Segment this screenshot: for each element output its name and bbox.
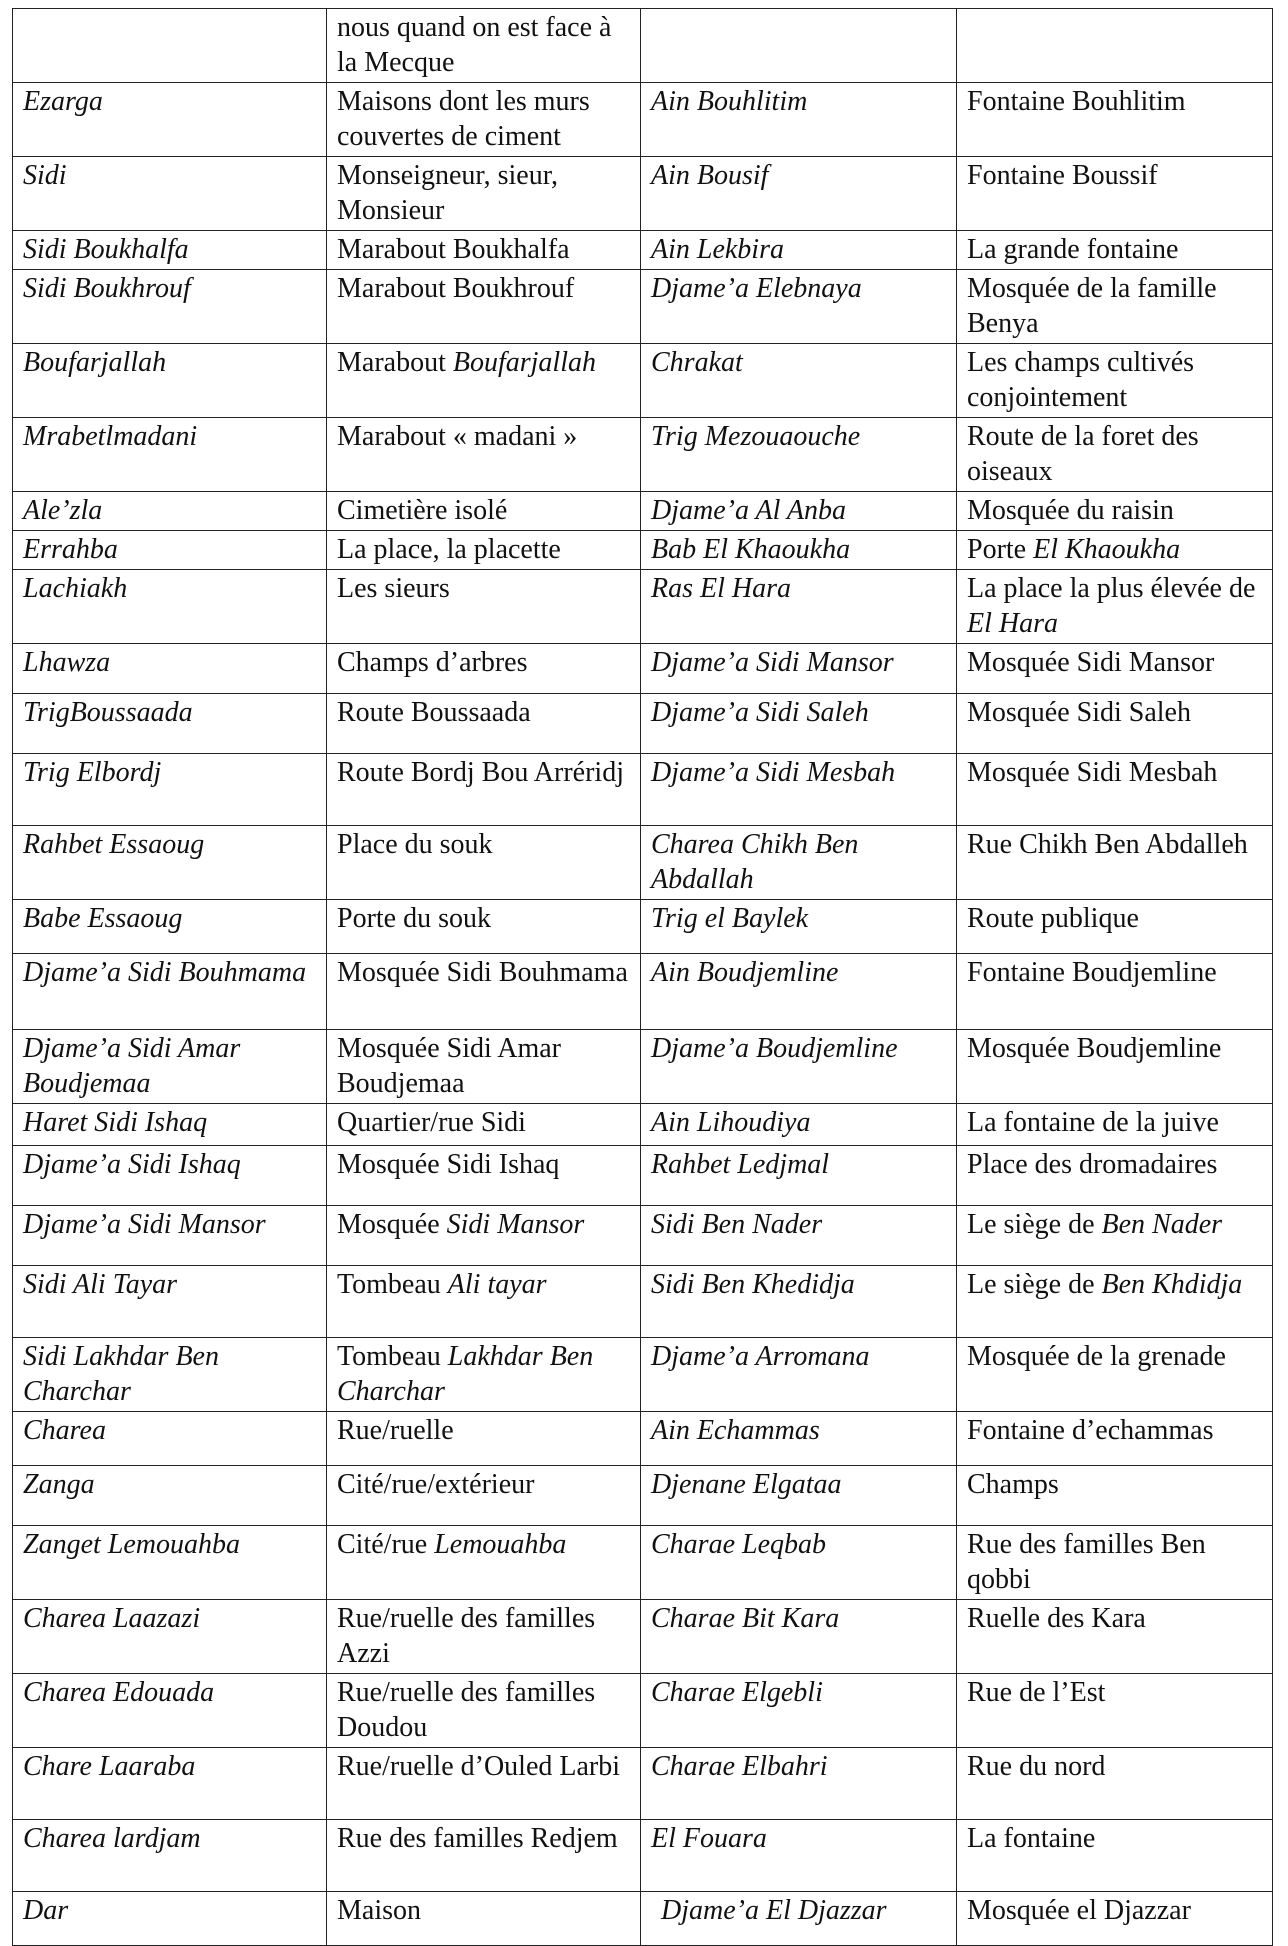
table-row (13, 826, 1273, 900)
cell-text: Rue/ruelle d’Ouled Larbi (337, 1751, 621, 1782)
cell-text: Ruelle des Kara (967, 1603, 1146, 1634)
cell-text: Maisons dont les murs couvertes de ciment (337, 86, 590, 152)
translation-cell (957, 1206, 1273, 1266)
translation-cell (327, 1266, 641, 1338)
toponym-cell (13, 231, 327, 270)
cell-text: Marabout « madani » (337, 421, 578, 452)
cell-text: Ain Lekbira (651, 234, 784, 265)
cell-text: Mosquée (337, 1209, 447, 1240)
cell-text: Ain Bousif (651, 160, 769, 191)
toponym-cell (641, 754, 957, 826)
cell-text: La grande fontaine (967, 234, 1179, 265)
cell-text: Les sieurs (337, 573, 450, 604)
translation-cell (957, 754, 1273, 826)
toponym-cell (641, 157, 957, 231)
toponym-cell (641, 1674, 957, 1748)
cell-text: Rahbet Essaoug (23, 829, 205, 860)
cell-text: Chrakat (651, 347, 743, 378)
translation-cell (327, 1600, 641, 1674)
cell-text: Errahba (23, 534, 118, 565)
cell-text: Monseigneur, sieur, Monsieur (337, 160, 558, 226)
translation-cell (327, 492, 641, 531)
translation-cell (957, 1466, 1273, 1526)
table-row (13, 1266, 1273, 1338)
cell-text: Charae Leqbab (651, 1529, 826, 1560)
toponym-cell (641, 1748, 957, 1820)
cell-text: Rue Chikh Ben Abdalleh (967, 829, 1248, 860)
translation-cell (327, 1030, 641, 1104)
cell-italic-text: El Hara (967, 608, 1058, 639)
cell-text: Marabout Boukhalfa (337, 234, 570, 265)
translation-cell (327, 9, 641, 83)
toponym-cell (641, 1206, 957, 1266)
translation-cell (327, 157, 641, 231)
toponym-cell (13, 754, 327, 826)
table-row (13, 954, 1273, 1030)
toponym-cell (13, 694, 327, 754)
cell-text: Ain Bouhlitim (651, 86, 808, 117)
cell-text: Trig Mezouaouche (651, 421, 861, 452)
toponym-cell (13, 1820, 327, 1892)
translation-cell (327, 754, 641, 826)
toponym-cell (13, 1674, 327, 1748)
cell-text: El Fouara (651, 1823, 767, 1854)
toponym-cell (13, 531, 327, 570)
translation-cell (957, 344, 1273, 418)
table-row (13, 157, 1273, 231)
toponym-cell (641, 344, 957, 418)
translation-cell (327, 531, 641, 570)
cell-italic-text: Ali tayar (447, 1269, 547, 1300)
cell-text: Mosquée Boudjemline (967, 1033, 1222, 1064)
cell-italic-text: Lakhdar Ben Charchar (337, 1341, 594, 1407)
toponym-cell (641, 570, 957, 644)
translation-cell (327, 1206, 641, 1266)
cell-text: Rue/ruelle (337, 1415, 454, 1446)
translation-cell (957, 954, 1273, 1030)
toponym-cell (641, 1892, 957, 1946)
cell-text: Mosquée du raisin (967, 495, 1174, 526)
cell-text: Trig Elbordj (23, 757, 162, 788)
cell-text: Marabout (337, 347, 453, 378)
translation-cell (327, 1820, 641, 1892)
cell-text: Cimetière isolé (337, 495, 508, 526)
table-row (13, 418, 1273, 492)
cell-text: Ale’zla (23, 495, 103, 526)
table-row (13, 270, 1273, 344)
cell-text: Tombeau (337, 1341, 448, 1372)
cell-text: Sidi Ben Khedidja (651, 1269, 855, 1300)
toponym-cell (13, 1338, 327, 1412)
cell-text: Mosquée Sidi Saleh (967, 697, 1191, 728)
cell-text: Trig el Baylek (651, 903, 809, 934)
cell-text: Djame’a El Djazzar (661, 1895, 887, 1926)
cell-text: Place du souk (337, 829, 493, 860)
toponym-cell (641, 644, 957, 694)
translation-cell (327, 954, 641, 1030)
cell-text: Bab El Khaoukha (651, 534, 851, 565)
toponym-cell (641, 9, 957, 83)
cell-text: Marabout Boukhrouf (337, 273, 575, 304)
cell-text: TrigBoussaada (23, 697, 193, 728)
cell-text: Fontaine Boudjemline (967, 957, 1217, 988)
translation-cell (957, 270, 1273, 344)
cell-text: Dar (23, 1895, 69, 1926)
table-row (13, 492, 1273, 531)
cell-text: Mosquée Sidi Mesbah (967, 757, 1218, 788)
translation-cell (327, 1526, 641, 1600)
toponym-cell (641, 826, 957, 900)
table-row (13, 644, 1273, 694)
toponym-cell (13, 270, 327, 344)
toponym-cell (641, 1600, 957, 1674)
translation-cell (327, 1466, 641, 1526)
table-row (13, 1748, 1273, 1820)
toponym-cell (641, 1338, 957, 1412)
table-row (13, 1412, 1273, 1466)
toponym-cell (13, 826, 327, 900)
translation-cell (957, 1820, 1273, 1892)
cell-text: Rue du nord (967, 1751, 1106, 1782)
toponym-cell (13, 1206, 327, 1266)
cell-text: Le siège de (967, 1209, 1102, 1240)
cell-text: Djame’a Sidi Ishaq (23, 1149, 241, 1180)
toponym-cell (641, 1526, 957, 1600)
cell-text: Place des dromadaires (967, 1149, 1218, 1180)
cell-text: Tombeau (337, 1269, 448, 1300)
cell-text: Zanga (23, 1469, 95, 1500)
cell-text: Sidi Boukhalfa (23, 234, 189, 265)
cell-text: Ain Boudjemline (651, 957, 839, 988)
glossary-table-body (13, 9, 1273, 1946)
translation-cell (957, 1266, 1273, 1338)
cell-text: Ras El Hara (651, 573, 791, 604)
cell-text: Les champs cultivés conjointement (967, 347, 1195, 413)
table-row (13, 1526, 1273, 1600)
toponym-cell (641, 954, 957, 1030)
cell-text: Le siège de (967, 1269, 1102, 1300)
cell-text: Chare Laaraba (23, 1751, 196, 1782)
cell-text: Route de la foret des oiseaux (967, 421, 1199, 487)
translation-cell (327, 1104, 641, 1146)
cell-text: Djame’a Arromana (651, 1341, 870, 1372)
cell-text: Route Bordj Bou Arréridj (337, 757, 624, 788)
cell-text: Porte (967, 534, 1034, 565)
translation-cell (327, 570, 641, 644)
toponym-cell (13, 1104, 327, 1146)
cell-text: Route publique (967, 903, 1139, 934)
cell-text: Mosquée Sidi Bouhmama (337, 957, 628, 988)
toponym-cell (13, 644, 327, 694)
table-row (13, 344, 1273, 418)
cell-text: Lachiakh (23, 573, 128, 604)
cell-text: Champs (967, 1469, 1059, 1500)
cell-text: Charea lardjam (23, 1823, 201, 1854)
translation-cell (957, 157, 1273, 231)
toponym-cell (13, 900, 327, 954)
cell-text: Haret Sidi Ishaq (23, 1107, 208, 1138)
cell-text: Djame’a Sidi Amar Boudjemaa (23, 1033, 241, 1099)
translation-cell (957, 1674, 1273, 1748)
cell-text: Zanget Lemouahba (23, 1529, 240, 1560)
cell-text: Ezarga (23, 86, 103, 117)
cell-text: Djame’a Elebnaya (651, 273, 862, 304)
translation-cell (327, 344, 641, 418)
cell-text: Mosquée de la famille Benya (967, 273, 1217, 339)
toponym-cell (13, 492, 327, 531)
translation-cell (327, 1674, 641, 1748)
toponym-cell (13, 157, 327, 231)
cell-text: Sidi Boukhrouf (23, 273, 191, 304)
translation-cell (957, 570, 1273, 644)
cell-text: Champs d’arbres (337, 647, 528, 678)
cell-text: Fontaine Boussif (967, 160, 1158, 191)
translation-cell (327, 1338, 641, 1412)
cell-italic-text: Lemouahba (434, 1529, 567, 1560)
translation-cell (957, 1030, 1273, 1104)
table-row (13, 83, 1273, 157)
translation-cell (957, 900, 1273, 954)
translation-cell (957, 9, 1273, 83)
cell-text: Ain Lihoudiya (651, 1107, 811, 1138)
toponym-cell (13, 344, 327, 418)
cell-text: Djame’a Sidi Mesbah (651, 757, 896, 788)
toponym-cell (641, 900, 957, 954)
translation-cell (957, 1338, 1273, 1412)
cell-text: Djenane Elgataa (651, 1469, 842, 1500)
cell-text: Cité/rue (337, 1529, 435, 1560)
toponym-cell (641, 1146, 957, 1206)
toponym-cell (641, 1104, 957, 1146)
cell-text: La place, la placette (337, 534, 561, 565)
cell-text: Mosquée el Djazzar (967, 1895, 1191, 1926)
table-row (13, 1820, 1273, 1892)
cell-text: Mosquée de la grenade (967, 1341, 1226, 1372)
cell-text: Route Boussaada (337, 697, 531, 728)
toponym-cell (13, 1600, 327, 1674)
cell-text: Quartier/rue Sidi (337, 1107, 526, 1138)
cell-text: Djame’a Sidi Bouhmama (23, 957, 307, 988)
toponym-cell (641, 83, 957, 157)
cell-text: Sidi Lakhdar Ben Charchar (23, 1341, 219, 1407)
translation-cell (957, 694, 1273, 754)
cell-italic-text: El Khaoukha (1033, 534, 1181, 565)
table-row (13, 1206, 1273, 1266)
cell-text: Rue des familles Redjem (337, 1823, 618, 1854)
translation-cell (327, 1412, 641, 1466)
toponym-cell (13, 1030, 327, 1104)
cell-text: Fontaine d’echammas (967, 1415, 1214, 1446)
toponym-cell (641, 694, 957, 754)
toponym-cell (13, 1466, 327, 1526)
cell-text: Boufarjallah (23, 347, 167, 378)
cell-text: Mosquée Sidi Mansor (967, 647, 1215, 678)
cell-text: Charea (23, 1415, 106, 1446)
table-row (13, 754, 1273, 826)
toponym-cell (641, 231, 957, 270)
translation-cell (957, 418, 1273, 492)
toponym-cell (13, 570, 327, 644)
cell-text: Charea Laazazi (23, 1603, 201, 1634)
translation-cell (957, 1412, 1273, 1466)
toponym-cell (641, 1466, 957, 1526)
translation-cell (957, 644, 1273, 694)
cell-text: Djame’a Boudjemline (651, 1033, 898, 1064)
toponym-cell (13, 1412, 327, 1466)
translation-cell (957, 826, 1273, 900)
toponym-cell (641, 418, 957, 492)
translation-cell (957, 1748, 1273, 1820)
table-row (13, 1146, 1273, 1206)
cell-text: Mosquée Sidi Amar Boudjemaa (337, 1033, 561, 1099)
translation-cell (957, 1526, 1273, 1600)
cell-text: Babe Essaoug (23, 903, 183, 934)
table-row (13, 694, 1273, 754)
translation-cell (957, 1146, 1273, 1206)
translation-cell (327, 900, 641, 954)
cell-text: Porte du souk (337, 903, 491, 934)
table-row (13, 1466, 1273, 1526)
cell-text: Ain Echammas (651, 1415, 820, 1446)
toponym-cell (13, 83, 327, 157)
cell-italic-text: Ben Khdidja (1101, 1269, 1243, 1300)
toponym-cell (13, 1892, 327, 1946)
translation-cell (957, 492, 1273, 531)
table-row (13, 231, 1273, 270)
cell-text: Rue/ruelle des familles Azzi (337, 1603, 596, 1669)
table-row (13, 900, 1273, 954)
table-row (13, 9, 1273, 83)
glossary-table (12, 8, 1273, 1946)
cell-text: Charae Elgebli (651, 1677, 823, 1708)
translation-cell (327, 644, 641, 694)
cell-text: Rahbet Ledjmal (651, 1149, 830, 1180)
toponym-cell (641, 531, 957, 570)
cell-text: Sidi Ali Tayar (23, 1269, 178, 1300)
translation-cell (327, 1892, 641, 1946)
cell-text: Charea Edouada (23, 1677, 215, 1708)
translation-cell (957, 531, 1273, 570)
cell-text: Djame’a Sidi Mansor (651, 647, 894, 678)
cell-text: Sidi Ben Nader (651, 1209, 823, 1240)
table-row (13, 1674, 1273, 1748)
toponym-cell (641, 1266, 957, 1338)
table-row (13, 1030, 1273, 1104)
translation-cell (327, 1748, 641, 1820)
translation-cell (957, 231, 1273, 270)
translation-cell (957, 1892, 1273, 1946)
toponym-cell (13, 1526, 327, 1600)
table-row (13, 1892, 1273, 1946)
cell-text: Sidi (23, 160, 67, 191)
toponym-cell (13, 418, 327, 492)
cell-text: Mosquée Sidi Ishaq (337, 1149, 560, 1180)
translation-cell (327, 418, 641, 492)
cell-text: Rue de l’Est (967, 1677, 1106, 1708)
translation-cell (327, 231, 641, 270)
translation-cell (957, 1600, 1273, 1674)
table-row (13, 570, 1273, 644)
translation-cell (327, 1146, 641, 1206)
cell-text: Lhawza (23, 647, 111, 678)
cell-text: Rue des familles Ben qobbi (967, 1529, 1206, 1595)
cell-text: La fontaine (967, 1823, 1096, 1854)
cell-text: La place la plus élevée de (967, 573, 1256, 604)
translation-cell (957, 83, 1273, 157)
cell-text: Rue/ruelle des familles Doudou (337, 1677, 596, 1743)
cell-text: La fontaine de la juive (967, 1107, 1219, 1138)
cell-text: Djame’a Al Anba (651, 495, 846, 526)
toponym-cell (13, 1146, 327, 1206)
translation-cell (327, 826, 641, 900)
table-row (13, 1338, 1273, 1412)
translation-cell (957, 1104, 1273, 1146)
cell-text: Fontaine Bouhlitim (967, 86, 1186, 117)
table-row (13, 1600, 1273, 1674)
toponym-cell (641, 1412, 957, 1466)
table-row (13, 531, 1273, 570)
cell-italic-text: Boufarjallah (452, 347, 596, 378)
cell-text: nous quand on est face à la Mecque (337, 12, 612, 78)
cell-text: Charae Bit Kara (651, 1603, 840, 1634)
cell-text: Djame’a Sidi Mansor (23, 1209, 266, 1240)
cell-text: Cité/rue/extérieur (337, 1469, 535, 1500)
toponym-cell (641, 270, 957, 344)
cell-text: Charae Elbahri (651, 1751, 828, 1782)
table-row (13, 1104, 1273, 1146)
toponym-cell (13, 954, 327, 1030)
cell-text: Djame’a Sidi Saleh (651, 697, 869, 728)
cell-text: Charea Chikh Ben Abdallah (651, 829, 859, 895)
cell-italic-text: Ben Nader (1101, 1209, 1223, 1240)
toponym-cell (641, 1030, 957, 1104)
cell-italic-text: Sidi Mansor (446, 1209, 585, 1240)
cell-text: Maison (337, 1895, 421, 1926)
translation-cell (327, 83, 641, 157)
toponym-cell (641, 492, 957, 531)
translation-cell (327, 270, 641, 344)
toponym-cell (641, 1820, 957, 1892)
cell-text: Mrabetlmadani (23, 421, 198, 452)
toponym-cell (13, 9, 327, 83)
translation-cell (327, 694, 641, 754)
toponym-cell (13, 1748, 327, 1820)
toponym-cell (13, 1266, 327, 1338)
